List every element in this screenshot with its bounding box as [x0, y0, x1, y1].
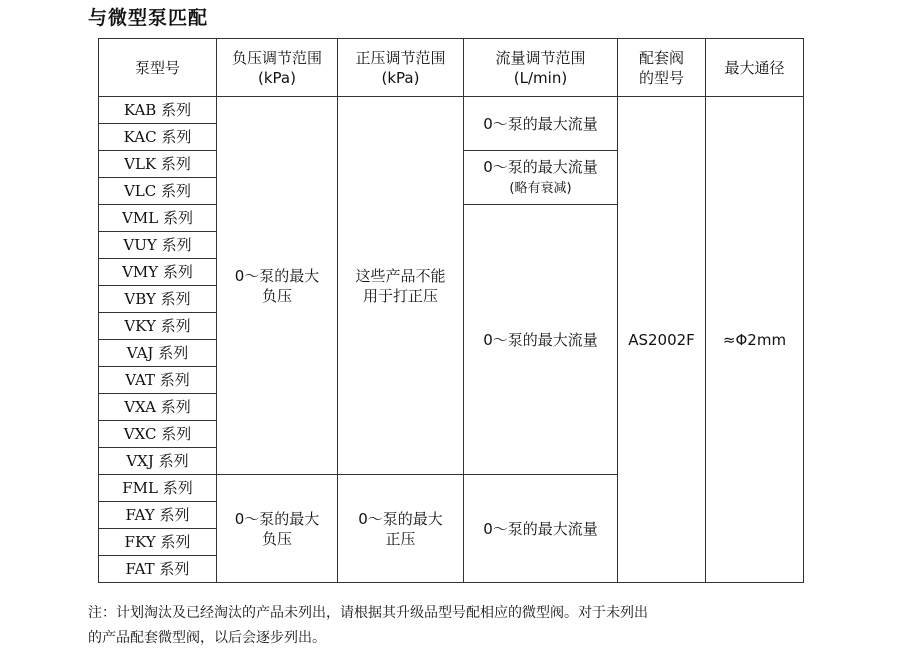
max-diameter-cell: ≈Φ2mm: [706, 97, 804, 583]
table-row: [99, 97, 804, 124]
header-max-diameter: 最大通径: [706, 39, 804, 97]
model-cell: VMY 系列: [99, 259, 217, 286]
header-valve-model: 配套阀 的型号: [618, 39, 706, 97]
model-cell: VAT 系列: [99, 367, 217, 394]
flow-vlk-vlc-cell: 0～泵的最大流量 (略有衰减): [464, 151, 618, 205]
model-cell: VLC 系列: [99, 178, 217, 205]
flow-group2-cell: 0～泵的最大流量: [464, 475, 618, 583]
header-flow: 流量调节范围 (L/min): [464, 39, 618, 97]
model-cell: VKY 系列: [99, 313, 217, 340]
model-cell: FML 系列: [99, 475, 217, 502]
model-cell: VXC 系列: [99, 421, 217, 448]
model-cell: VBY 系列: [99, 286, 217, 313]
model-cell: VXA 系列: [99, 394, 217, 421]
footnote: [88, 601, 818, 651]
flow-kab-kac-cell: 0～泵的最大流量: [464, 97, 618, 151]
footnote-line-2: 的产品配套微型阀，以后会逐步列出。: [88, 630, 326, 646]
section-title: 与微型泵匹配: [88, 7, 209, 29]
model-cell: KAC 系列: [99, 124, 217, 151]
model-cell: KAB 系列: [99, 97, 217, 124]
model-cell: FAY 系列: [99, 502, 217, 529]
model-cell: VML 系列: [99, 205, 217, 232]
group1-neg-pressure-cell: 0～泵的最大 负压: [217, 97, 338, 475]
valve-model-cell: AS2002F: [618, 97, 706, 583]
group1-pos-pressure-cell: 这些产品不能 用于打正压: [338, 97, 464, 475]
model-cell: VAJ 系列: [99, 340, 217, 367]
group2-neg-pressure-cell: 0～泵的最大 负压: [217, 475, 338, 583]
model-cell: FKY 系列: [99, 529, 217, 556]
flow-vml-vxj-cell: 0～泵的最大流量: [464, 205, 618, 475]
header-pos-pressure: 正压调节范围 (kPa): [338, 39, 464, 97]
model-cell: VLK 系列: [99, 151, 217, 178]
pump-matching-table: [98, 38, 804, 583]
model-cell: VXJ 系列: [99, 448, 217, 475]
model-cell: FAT 系列: [99, 556, 217, 583]
header-pump-model: 泵型号: [99, 39, 217, 97]
header-row: [99, 39, 804, 97]
footnote-line-1: 注：计划淘汰及已经淘汰的产品未列出，请根据其升级品型号配相应的微型阀。对于未列出: [88, 605, 648, 621]
model-cell: VUY 系列: [99, 232, 217, 259]
group2-pos-pressure-cell: 0～泵的最大 正压: [338, 475, 464, 583]
header-neg-pressure: 负压调节范围 (kPa): [217, 39, 338, 97]
